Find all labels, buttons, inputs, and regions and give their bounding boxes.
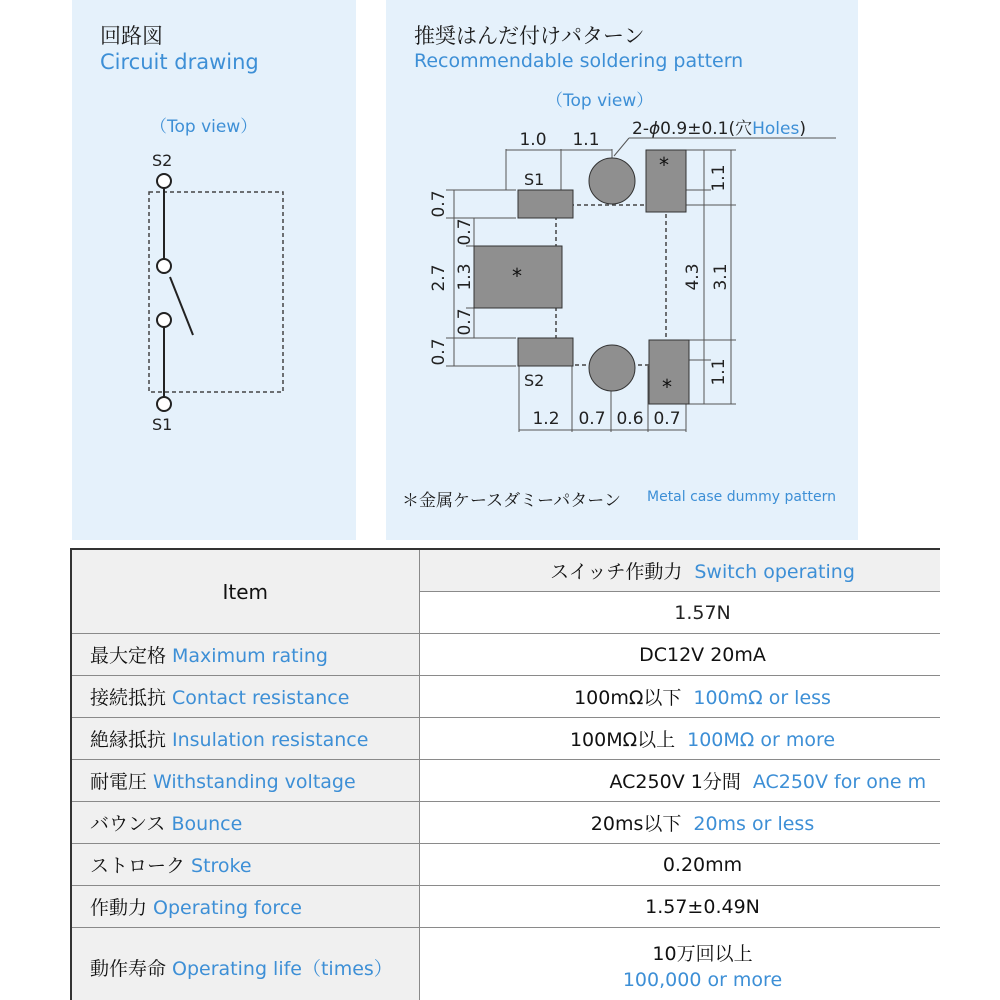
dim-left-outer-2: 2.7: [429, 264, 449, 292]
item-column-header: Item: [71, 549, 419, 634]
table-row: [71, 634, 940, 676]
dim-right-1: 1.1: [709, 164, 729, 192]
terminal-s1: [157, 397, 171, 411]
holes-callout-label: 2-ϕ0.9±0.1(穴Holes): [632, 119, 806, 139]
pad-label-s2: S2: [524, 371, 545, 390]
pattern-title-jp: 推奨はんだ付けパターン: [414, 24, 645, 48]
row-value: 100MΩ以上 100MΩ or more: [419, 718, 940, 760]
circuit-panel: [72, 0, 356, 540]
table-row: [71, 844, 940, 886]
row-label: 接続抵抗 Contact resistance: [71, 676, 419, 718]
table-header-row: [71, 549, 940, 592]
dim-top-1: 1.0: [519, 130, 547, 150]
contact-lower: [157, 313, 171, 327]
header-jp: スイッチ作動力: [550, 561, 683, 583]
pattern-title-en: Recommendable soldering pattern: [414, 50, 744, 72]
terminal-s2: [157, 174, 171, 188]
dim-bottom-3: 0.6: [616, 409, 644, 429]
dummy-mark: *: [662, 375, 672, 399]
dim-right-2: 4.3: [683, 263, 703, 291]
table-row: [71, 886, 940, 928]
circuit-diagram: [72, 0, 356, 540]
row-label: ストローク Stroke: [71, 844, 419, 886]
dim-right-4: 1.1: [709, 358, 729, 386]
soldering-pattern-diagram: [386, 0, 858, 470]
row-label: 絶縁抵抗 Insulation resistance: [71, 718, 419, 760]
header-en: Switch operating: [694, 561, 855, 583]
row-value: DC12V 20mA: [419, 634, 940, 676]
table-row: [71, 676, 940, 718]
table-row: [71, 760, 940, 802]
row-value: 1.57±0.49N: [419, 886, 940, 928]
row-label: 耐電圧 Withstanding voltage: [71, 760, 419, 802]
dim-right-3: 3.1: [711, 263, 731, 291]
holes-leader: [614, 138, 629, 156]
dummy-mark: *: [512, 264, 522, 288]
contact-upper: [157, 259, 171, 273]
dummy-legend-jp: ＊金属ケースダミーパターン: [402, 491, 621, 511]
table-row: [71, 718, 940, 760]
switch-force-header: [419, 549, 940, 592]
dummy-mark: *: [659, 153, 669, 177]
row-value: 20ms以下 20ms or less: [419, 802, 940, 844]
circuit-title-en: Circuit drawing: [100, 50, 259, 74]
dim-bottom-2: 0.7: [578, 409, 606, 429]
dim-top-2: 1.1: [572, 130, 600, 150]
dummy-legend-en: Metal case dummy pattern: [647, 489, 836, 505]
switch-contact-arm: [170, 277, 193, 335]
spec-table: [70, 548, 940, 1000]
label-s2: S2: [152, 151, 173, 170]
dim-left-inner-3: 0.7: [455, 308, 475, 336]
row-value: AC250V 1分間 AC250V for one m: [419, 760, 940, 802]
dim-left-outer-3: 0.7: [429, 338, 449, 366]
pad-label-s1: S1: [524, 170, 545, 189]
row-value: 10万回以上 100,000 or more: [419, 928, 940, 1000]
hole-bottom: [589, 345, 635, 391]
row-label: 最大定格 Maximum rating: [71, 634, 419, 676]
circuit-view-label: （Top view）: [150, 117, 258, 137]
row-value: 0.20mm: [419, 844, 940, 886]
table-row: [71, 928, 940, 1000]
pattern-view-label: （Top view）: [546, 91, 654, 111]
dim-left-inner-2: 1.3: [455, 263, 475, 291]
switch-force-value: 1.57N: [419, 592, 940, 634]
table-row: [71, 802, 940, 844]
hole-top: [589, 158, 635, 204]
row-label: バウンス Bounce: [71, 802, 419, 844]
pad-s1: [518, 190, 573, 218]
row-value: 100mΩ以下 100mΩ or less: [419, 676, 940, 718]
switch-outline: [149, 192, 283, 392]
dim-left-inner-1: 0.7: [455, 218, 475, 246]
pad-s2: [518, 338, 573, 366]
dim-bottom-1: 1.2: [532, 409, 560, 429]
label-s1: S1: [152, 415, 173, 434]
circuit-title-jp: 回路図: [100, 24, 163, 48]
row-label: 動作寿命 Operating life（times）: [71, 928, 419, 1000]
dim-left-outer-1: 0.7: [429, 190, 449, 218]
row-label: 作動力 Operating force: [71, 886, 419, 928]
dim-bottom-4: 0.7: [653, 409, 681, 429]
pattern-panel: [386, 0, 858, 540]
